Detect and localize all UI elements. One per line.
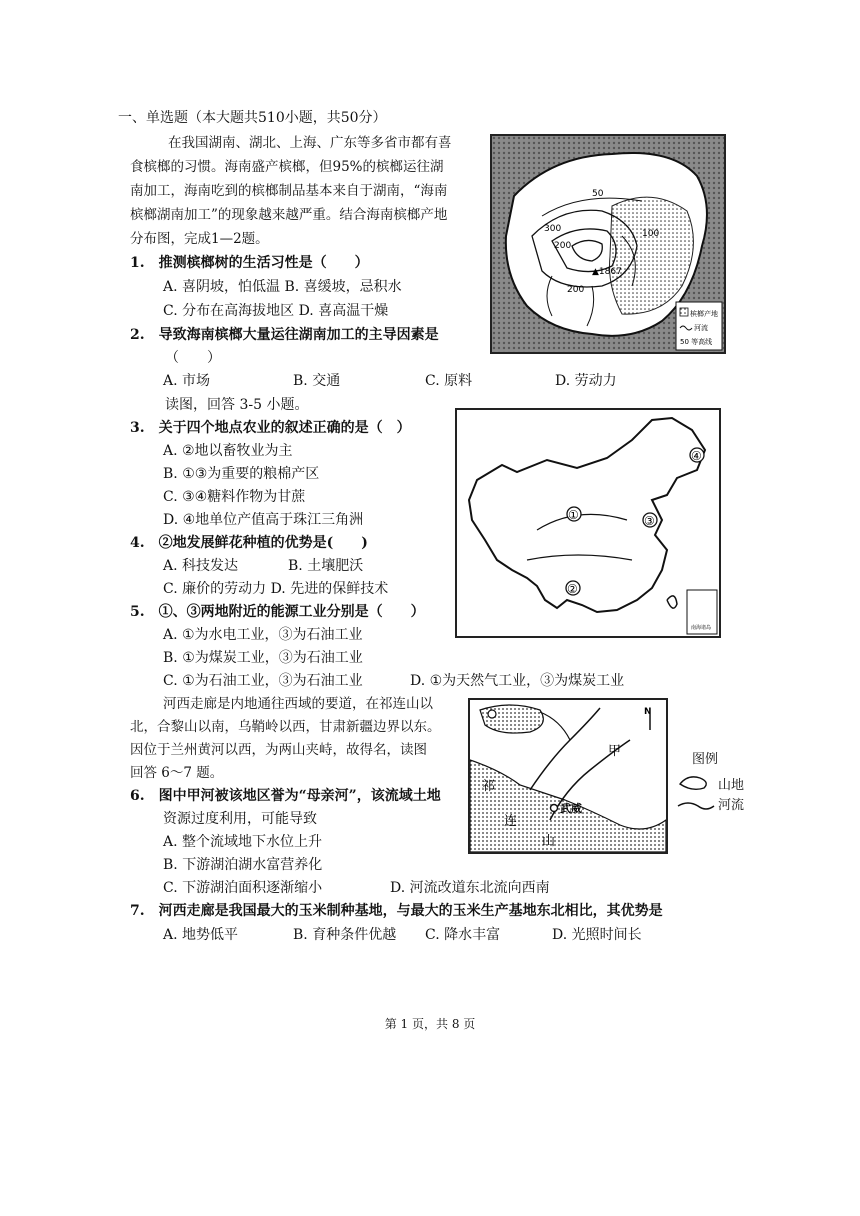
q4-option-a: A. 科技发达 (163, 558, 239, 574)
wuwei-marker (551, 805, 558, 812)
q5-option-d: D. ①为天然气工业，③为煤炭工业 (410, 673, 625, 689)
north-label: N (644, 707, 652, 717)
lian-label: 连 (504, 814, 518, 829)
china-map-drawing (457, 410, 719, 636)
q2-option-c: C. 原料 (425, 373, 473, 389)
marker-2-label: ② (567, 582, 578, 596)
q3-option-b: B. ①③为重要的粮棉产区 (163, 466, 320, 482)
legend-label: 河流 (694, 324, 708, 332)
intro1-line: 南加工，海南吃到的槟榔制品基本来自于湖南，“海南 (130, 183, 448, 199)
hainan-map (490, 134, 726, 354)
intro2: 读图，回答 3-5 小题。 (165, 397, 309, 413)
marker-1-label: ① (568, 508, 579, 522)
q6-stem-cont: 资源过度利用，可能导致 (163, 811, 317, 827)
q3-option-c: C. ③④糖料作物为甘蔗 (163, 489, 306, 505)
hexi-map-drawing (470, 700, 666, 852)
q7-stem: 7. 河西走廊是我国最大的玉米制种基地，与最大的玉米生产基地东北相比，其优势是 (130, 903, 663, 919)
q5-stem: 5. ①、③两地附近的能源工业分别是（ ） (130, 604, 425, 620)
intro1-line: 分布图，完成1—2题。 (130, 231, 269, 247)
shan-label: 山 (542, 834, 556, 849)
legend-swatch (680, 308, 688, 316)
china-map (455, 408, 721, 638)
q4-option-b: B. 土壤肥沃 (288, 558, 364, 574)
q2-stem: 2. 导致海南槟榔大量运往湖南加工的主导因素是 (130, 327, 439, 343)
q1-stem: 1. 推测槟榔树的生活习性是（ ） (130, 255, 369, 271)
q4-options: C. 廉价的劳动力 D. 先进的保鲜技术 (163, 581, 389, 597)
q1-options: C. 分布在高海拔地区 D. 喜高温干燥 (163, 303, 389, 319)
contour-label: 200 (567, 285, 585, 295)
legend-river: 河流 (718, 798, 745, 813)
q3-stem: 3. 关于四个地点农业的叙述正确的是（ ） (130, 420, 411, 436)
q6-option-c: C. 下游湖泊面积逐渐缩小 (163, 880, 323, 896)
marker-3-label: ③ (644, 514, 655, 528)
contour-label: 100 (642, 229, 660, 239)
mountain-legend-icon (680, 777, 706, 789)
intro3-line: 河西走廊是内地通往西域的要道，在祁连山以 (163, 696, 433, 712)
peak-label: ▲1867 (592, 267, 622, 277)
q5-option-a: A. ①为水电工业，③为石油工业 (163, 627, 363, 643)
q4-stem: 4. ②地发展鲜花种植的优势是( ) (130, 535, 368, 551)
legend-label: 50 等高线 (680, 338, 713, 346)
q6-stem: 6. 图中甲河被该地区誉为“母亲河”，该流域土地 (130, 788, 441, 804)
hainan-map-drawing (492, 136, 724, 352)
intro1-line: 槟榔湖南加工”的现象越来越严重。结合海南槟榔产地 (130, 207, 448, 223)
intro1-line: 食槟榔的习惯。海南盛产槟榔，但95%的槟榔运往湖 (130, 159, 444, 175)
q1-options: A. 喜阴坡，怕低温 B. 喜缓坡，忌积水 (163, 279, 402, 295)
contour-label: 200 (554, 241, 572, 251)
q7-option-c: C. 降水丰富 (425, 927, 501, 943)
inset-label: 南海诸岛 (691, 625, 712, 631)
intro3-line: 因位于兰州黄河以西，为两山夹峙，故得名，读图 (130, 742, 427, 758)
q2-option-a: A. 市场 (163, 373, 211, 389)
legend-mountain: 山地 (718, 778, 745, 793)
city-label: 武威 (560, 802, 582, 815)
q3-option-a: A. ②地以畜牧业为主 (163, 443, 293, 459)
marker-4-label: ④ (691, 449, 702, 463)
river-legend-icon (678, 803, 714, 809)
river-label: 甲 (608, 744, 622, 759)
legend-label: 槟榔产地 (690, 310, 718, 318)
qi-label: 祁 (482, 779, 496, 794)
intro3-line: 北，合黎山以南，乌鞘岭以西，甘肃新疆边界以东。 (130, 719, 441, 735)
q6-option-d: D. 河流改道东北流向西南 (390, 880, 550, 896)
legend-icons (676, 772, 716, 822)
q2-option-b: B. 交通 (293, 373, 341, 389)
q7-option-d: D. 光照时间长 (552, 927, 642, 943)
section-title: 一、单选题（本大题共510小题，共50分） (118, 110, 387, 126)
q7-option-b: B. 育种条件优越 (293, 927, 397, 943)
intro1-line: 在我国湖南、湖北、上海、广东等多省市都有喜 (168, 135, 452, 151)
contour-label: 50 (592, 189, 604, 199)
q2-paren: （ ） (165, 350, 221, 366)
intro3-line: 回答 6～7 题。 (130, 765, 224, 781)
hexi-map (468, 698, 668, 854)
q5-option-b: B. ①为煤炭工业，③为石油工业 (163, 650, 363, 666)
q6-option-b: B. 下游湖泊湖水富营养化 (163, 857, 323, 873)
q5-option-c: C. ①为石油工业，③为石油工业 (163, 673, 363, 689)
q2-option-d: D. 劳动力 (555, 373, 617, 389)
q3-option-d: D. ④地单位产值高于珠江三角洲 (163, 512, 364, 528)
page-footer: 第 1 页，共 8 页 (384, 1017, 476, 1031)
q6-option-a: A. 整个流域地下水位上升 (163, 834, 323, 850)
legend-title: 图例 (692, 752, 719, 767)
contour-label: 300 (544, 224, 562, 234)
q7-option-a: A. 地势低平 (163, 927, 239, 943)
